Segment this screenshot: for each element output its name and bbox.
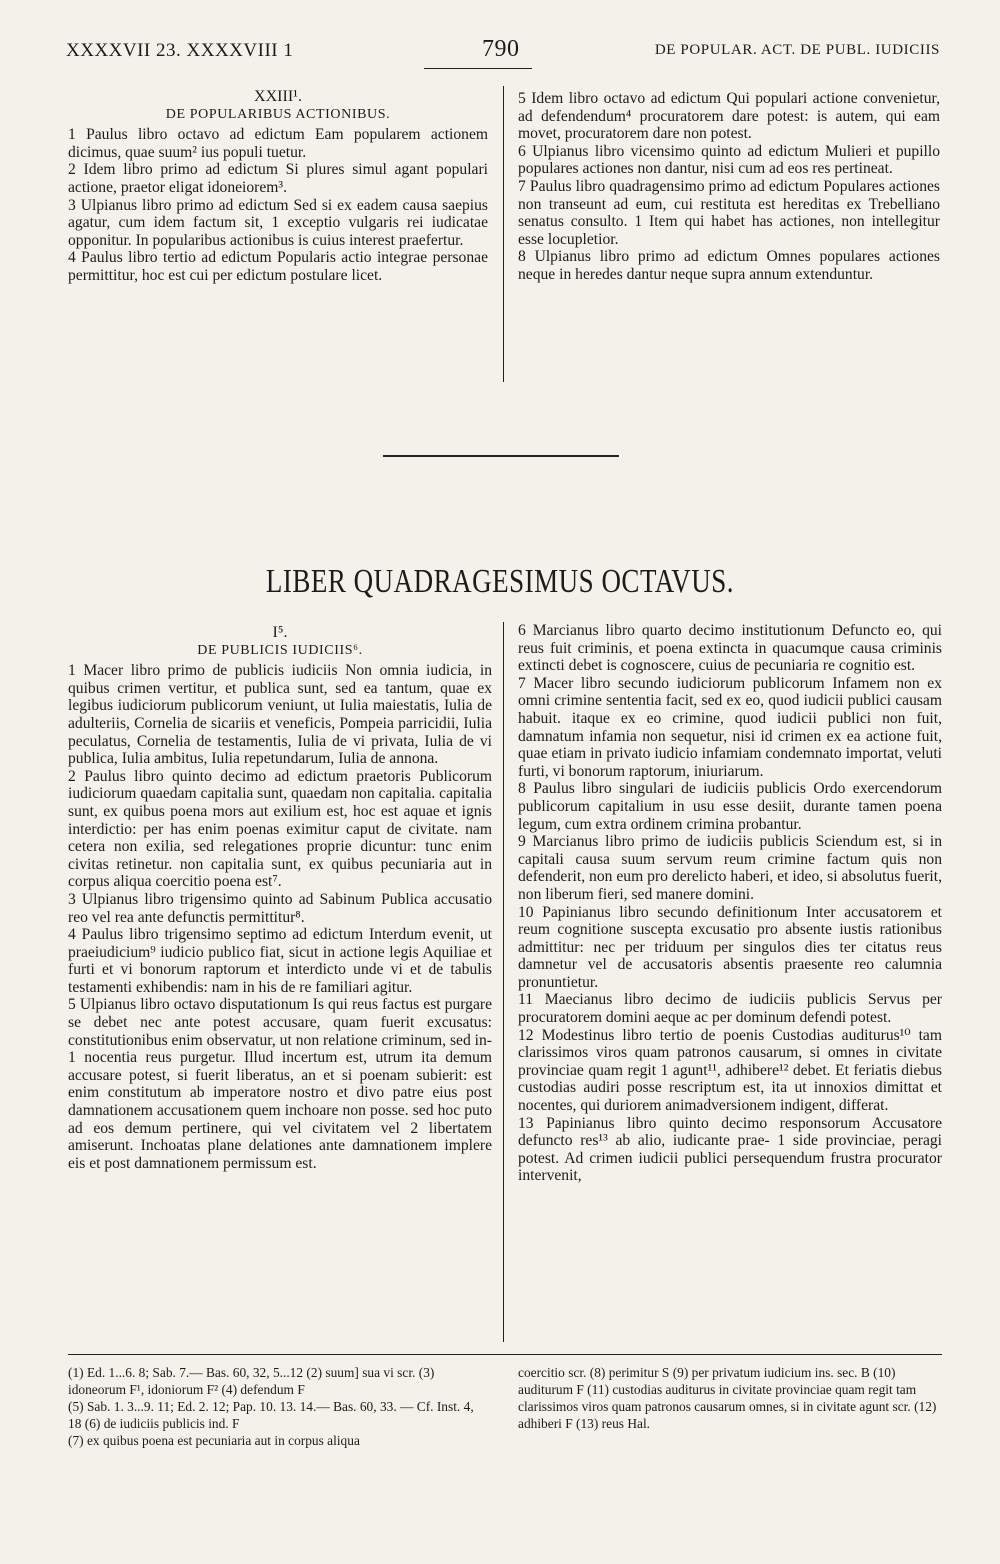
column-divider [503, 622, 504, 1342]
footnote-rule [68, 1354, 942, 1355]
fragment: 12 Modestinus libro tertio de poenis Custodias auditurus¹⁰ tam clarissimos viros quam patronos causarum, si omnes in civitate provinciae quam regit 1 agunt¹¹, adhibere¹² debet. Et feriatis diebus custodias audiri posse rescriptum est, ita ut innoxios dimittat et nocentes, qui duriorem animadversionem indigent, differat. [518, 1026, 942, 1115]
footnotes-left [68, 1364, 490, 1449]
title-heading: DE POPULARIBUS ACTIONIBUS. [165, 106, 391, 122]
fragment: 9 Marcianus libro primo de iudiciis publicis Sciendum est, si in capitali causa suum servum reum crimine factum quis non defenderit, non eum pro derelicto haberi, et ideo, si absolutus fuerit, non liberum fieri, sed manere domini. [518, 833, 942, 903]
header-left-citation: XXXXVII 23. XXXXVIII 1 [66, 40, 294, 61]
fragment: 5 Idem libro octavo ad edictum Qui populari actione convenietur, ad defendendum⁴ procuratorem dare potest: is autem, qui eam movet, procuratorem dare non potest. [518, 90, 940, 143]
bottom-left-column [68, 624, 492, 1172]
column-divider [503, 86, 504, 382]
header-rule [424, 68, 532, 69]
running-header [66, 38, 940, 66]
fragment: 8 Paulus libro singulari de iudiciis publicis Ordo exercendorum publicorum capitalium in usu esse desiit, durante tamen poena legum, cum extra ordinem crimina probantur. [518, 780, 942, 833]
header-right-title: DE POPULAR. ACT. DE PUBL. IUDICIIS [654, 42, 940, 58]
fragment: 2 Paulus libro quinto decimo ad edictum praetoris Publicorum iudiciorum quaedam capitalia sunt, quaedam non capitalia. capitalia sunt, ex quibus poena mors aut exilium est, hoc est aquae et ignis interdictio: per has enim poenas eximitur caput de civitate. nam cetera non exilia, sed relegationes proprie dicuntur: tunc enim civitas retinetur. non capitalia sunt, ex quibus pecuniaria aut in corpus aliqua coercitio poena est⁷. [68, 767, 492, 891]
fragment: 11 Maecianus libro decimo de iudiciis publicis Servus per procuratorem domini aeque ac per dominum defendi potest. [518, 991, 942, 1027]
fragment: 8 Ulpianus libro primo ad edictum Omnes populares actiones neque in heredes dantur neque supra annum extenduntur. [518, 248, 940, 283]
fragment: 5 Ulpianus libro octavo disputationum Is qui reus factus est purgare se debet nec ante potest accusare, quam fuerit excusatus: constitutionibus enim observatur, ut non relatione criminum, sed in- 1 nocentia reus purgetur. Illud incertum est, utrum ita demum accusare potest, si fuerit liberatus, an et si poenam subierit: est enim constitutum ab imperatore nostro et divo patre eius post damnationem accusationem quem inchoare non posse. sed hoc puto ad eos demum pertinere, qui vel civitatem vel 2 libertatem amiserunt. Inchoatas plane delationes ante damnationem implere eis et post damnationem permissum est. [68, 996, 492, 1172]
footnote-line: (7) ex quibus poena est pecuniaria aut in corpus aliqua [68, 1433, 360, 1448]
page-number: 790 [482, 36, 520, 62]
fragment: 4 Paulus libro tertio ad edictum Popularis actio integrae personae permittitur, hoc est cui per edictum postulare licet. [68, 249, 488, 284]
fragment: 2 Idem libro primo ad edictum Si plures simul agant populari actione, praetor eligat idoneiorem³. [68, 161, 488, 196]
title-heading: DE PUBLICIS IUDICIIS⁶. [197, 642, 363, 658]
book-title: LIBER QUADRAGESIMUS OCTAVUS. [265, 562, 735, 600]
top-left-column [68, 88, 488, 285]
fragment: 3 Ulpianus libro primo ad edictum Sed si ex eadem causa saepius agatur, cum idem factum sit, 1 exceptio vulgaris rei iudicatae opponitur. In popularibus actionibus is cuius interest praefertur. [68, 196, 488, 249]
fragment: 7 Paulus libro quadragensimo primo ad edictum Populares actiones non transeunt ad eum, cui restituta est hereditas ex Trebelliano senatus consulto. 1 Item qui habet has actiones, non intellegitur esse locupletior. [518, 177, 940, 248]
fragment: 1 Paulus libro octavo ad edictum Eam popularem actionem dicimus, quae suum² ius populi tuetur. [68, 126, 488, 161]
fragment: 13 Papinianus libro quinto decimo responsorum Accusatore defuncto res¹³ ab alio, iudicante prae- 1 side provinciae, peragi potest. Ad crimen iudicii publici persequendum frustra procurator intervenit, [518, 1114, 942, 1185]
fragment: 3 Ulpianus libro trigensimo quinto ad Sabinum Publica accusatio reo vel rea ante defunctis permittitur⁸. [68, 890, 492, 926]
fragment: 6 Ulpianus libro vicensimo quinto ad edictum Mulieri et pupillo populares actiones non dantur, nisi cum ad eos res pertineat. [518, 142, 940, 178]
section-break-rule [383, 455, 619, 457]
title-number: XXIII¹. [254, 88, 302, 105]
top-right-column [518, 90, 940, 284]
fragment: 1 Macer libro primo de publicis iudiciis Non omnia iudicia, in quibus crimen vertitur, et publica sunt, sed ea tantum, quae ex legibus iudiciorum publicorum veniunt, ut Iulia maiestatis, Iulia de adulteriis, Cornelia de sicariis et veneficis, Pompeia parricidii, Iulia peculatus, Cornelia de testamentis, Iulia de vi privata, Iulia de vi publica, Iulia ambitus, Iulia repetundarum, Iulia de annona. [68, 662, 492, 768]
footnote-line: (5) Sab. 1. 3...9. 11; Ed. 2. 12; Pap. 10. 13. 14.— Bas. 60, 33. — Cf. Inst. 4, 18 (6) de iudiciis publicis ind. F [68, 1399, 474, 1431]
fragment: 4 Paulus libro trigensimo septimo ad edictum Interdum evenit, ut praeiudicium⁹ iudicio publico fiat, sicut in actione legis Aquiliae et furti et vi bonorum raptorum et interdicto unde vi et de tabulis testamenti exhibendis: nam in his de re familiari agitur. [68, 926, 492, 996]
fragment: 7 Macer libro secundo iudiciorum publicorum Infamem non ex omni crimine sententia facit, sed ex eo, quod iudicii publici causam habuit. itaque ex eo crimine, quod iudicii publici non fuit, damnatum infamia non sequetur, nisi id crimen ex ea actione fuit, quae etiam in privato iudicio infamiam condemnato importat, veluti furti, vi bonorum raptorum, iniuriarum. [518, 674, 942, 780]
footnotes-right [518, 1364, 942, 1432]
footnote-line: coercitio scr. (8) perimitur S (9) per privatum iudicium ins. sec. B (10) auditurum F (11) custodias auditurus in civitate provinciae quam regit tam clarissimos viros quam patronos causarum omnes, si in civitate agunt scr. (12) adhiberi F (13) reus Hal. [518, 1365, 937, 1431]
bottom-right-column [518, 622, 942, 1185]
fragment: 10 Papinianus libro secundo definitionum Inter accusatorem et reum cognitione suscepta excusatio pro absente iustis rationibus admittitur: nec per triduum per singulos dies ter citatus reus damnetur vel de accusatoris absentis praesente reo calumnia pronuntietur. [518, 903, 942, 991]
footnote-line: (1) Ed. 1...6. 8; Sab. 7.— Bas. 60, 32, 5...12 (2) suum] sua vi scr. (3) idoneorum F¹, idoniorum F² (4) defendum F [68, 1365, 435, 1397]
title-number: I⁵. [272, 624, 288, 641]
fragment: 6 Marcianus libro quarto decimo institutionum Defuncto eo, qui reus fuit criminis, et poena extincta in quacumque causa criminis extincti debet is cognoscere, cuius de pecuniaria re cognitio est. [518, 622, 942, 675]
